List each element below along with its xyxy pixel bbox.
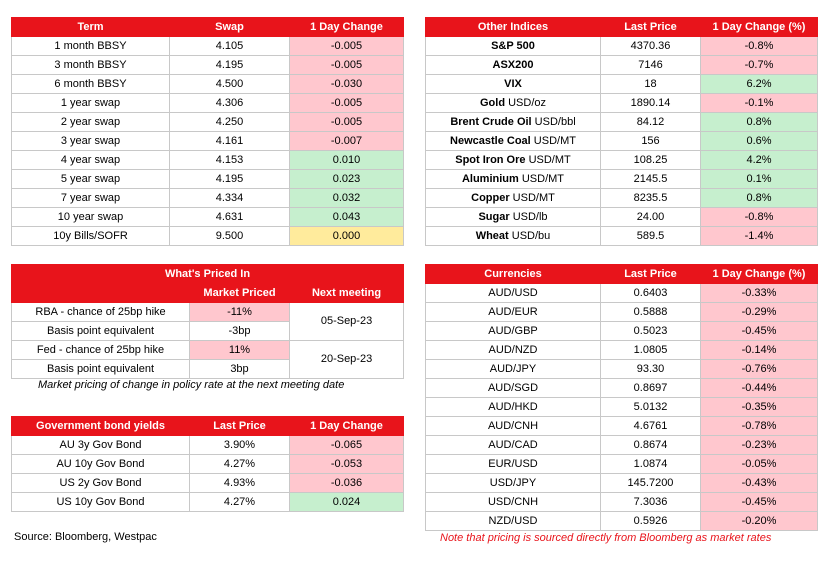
swap-change: 0.000 [290, 227, 404, 246]
currency-value: 0.5023 [601, 322, 701, 341]
indices-row [426, 75, 818, 94]
indices-change: 0.1% [701, 170, 818, 189]
bond-name: US 2y Gov Bond [12, 474, 190, 493]
currency-name: AUD/CNH [426, 417, 601, 436]
swap-value: 4.195 [170, 56, 290, 75]
swap-name: 1 month BBSY [12, 37, 170, 56]
indices-row [426, 56, 818, 75]
swap-header-term: Term [12, 18, 170, 37]
indices-row [426, 94, 818, 113]
indices-header-price: Last Price [601, 18, 701, 37]
swap-change: 0.043 [290, 208, 404, 227]
priced-row [12, 303, 404, 322]
indices-name-bold: Spot Iron Ore [455, 153, 526, 166]
currency-name: AUD/EUR [426, 303, 601, 322]
currency-table-header [426, 265, 818, 284]
indices-change: -0.8% [701, 37, 818, 56]
swap-row [12, 56, 404, 75]
currency-value: 0.5888 [601, 303, 701, 322]
indices-price: 24.00 [601, 208, 701, 227]
indices-table-header [426, 18, 818, 37]
swap-table [11, 17, 404, 246]
currency-change: -0.14% [701, 341, 818, 360]
swap-row [12, 94, 404, 113]
priced-row [12, 341, 404, 360]
currency-row [426, 284, 818, 303]
indices-row [426, 227, 818, 246]
swap-header-change: 1 Day Change [290, 18, 404, 37]
currency-change: -0.45% [701, 493, 818, 512]
indices-header-name: Other Indices [426, 18, 601, 37]
currency-row [426, 455, 818, 474]
currency-name: AUD/USD [426, 284, 601, 303]
indices-name-bold: VIX [504, 77, 522, 90]
swap-change: -0.030 [290, 75, 404, 94]
indices-price: 84.12 [601, 113, 701, 132]
bond-header-name: Government bond yields [12, 417, 190, 436]
currency-name: AUD/JPY [426, 360, 601, 379]
indices-price: 7146 [601, 56, 701, 75]
currency-change: -0.35% [701, 398, 818, 417]
bond-name: AU 10y Gov Bond [12, 455, 190, 474]
currency-change: -0.44% [701, 379, 818, 398]
currency-change: -0.33% [701, 284, 818, 303]
indices-row [426, 132, 818, 151]
swap-name: 5 year swap [12, 170, 170, 189]
swap-row [12, 189, 404, 208]
currency-change: -0.29% [701, 303, 818, 322]
indices-row [426, 208, 818, 227]
indices-name-bold: Gold [479, 96, 506, 109]
currency-value: 93.30 [601, 360, 701, 379]
currency-name: AUD/NZD [426, 341, 601, 360]
currency-value: 4.6761 [601, 417, 701, 436]
currency-name: USD/CNH [426, 493, 601, 512]
bond-row [12, 493, 404, 512]
swap-name: 1 year swap [12, 94, 170, 113]
indices-name-unit: USD/MT [509, 191, 555, 204]
indices-price: 156 [601, 132, 701, 151]
currency-value: 1.0874 [601, 455, 701, 474]
priced-label: Fed - chance of 25bp hike [12, 341, 190, 360]
currency-change: -0.78% [701, 417, 818, 436]
currency-value: 7.3036 [601, 493, 701, 512]
currency-row [426, 474, 818, 493]
indices-price: 18 [601, 75, 701, 94]
indices-name-unit: USD/bu [508, 229, 551, 242]
indices-name-unit: USD/oz [505, 96, 547, 109]
currency-change: -0.45% [701, 322, 818, 341]
swap-value: 4.105 [170, 37, 290, 56]
indices-name-unit: USD/MT [525, 153, 571, 166]
indices-price: 8235.5 [601, 189, 701, 208]
indices-name-unit: USD/lb [509, 210, 548, 223]
pricing-note: Note that pricing is sourced directly from Bloomberg as market rates [440, 532, 772, 544]
indices-table-body [426, 37, 818, 246]
priced-meeting-rba: 05-Sep-23 [290, 303, 404, 341]
indices-table [425, 17, 818, 246]
indices-name [426, 75, 601, 94]
currency-row [426, 398, 818, 417]
bond-value: 4.27% [190, 493, 290, 512]
swap-row [12, 208, 404, 227]
indices-change: -0.1% [701, 94, 818, 113]
indices-price: 589.5 [601, 227, 701, 246]
swap-change: -0.005 [290, 113, 404, 132]
currency-change: -0.20% [701, 512, 818, 531]
swap-change: -0.005 [290, 37, 404, 56]
currency-change: -0.23% [701, 436, 818, 455]
swap-change: -0.005 [290, 56, 404, 75]
priced-header-row [12, 284, 404, 303]
currency-header-price: Last Price [601, 265, 701, 284]
indices-row [426, 189, 818, 208]
priced-header-market: Market Priced [190, 284, 290, 303]
indices-name-bold: Copper [471, 191, 510, 204]
currency-name: USD/JPY [426, 474, 601, 493]
bond-value: 4.27% [190, 455, 290, 474]
currency-name: AUD/GBP [426, 322, 601, 341]
swap-row [12, 151, 404, 170]
priced-label: Basis point equivalent [12, 322, 190, 341]
indices-name-bold: Aluminium [461, 172, 519, 185]
swap-name: 7 year swap [12, 189, 170, 208]
source-footnote: Source: Bloomberg, Westpac [14, 531, 157, 543]
bond-change: -0.036 [290, 474, 404, 493]
priced-label: Basis point equivalent [12, 360, 190, 379]
indices-name-bold: ASX200 [492, 58, 534, 71]
indices-row [426, 151, 818, 170]
swap-value: 4.250 [170, 113, 290, 132]
bond-name: US 10y Gov Bond [12, 493, 190, 512]
currency-value: 145.7200 [601, 474, 701, 493]
swap-name: 10y Bills/SOFR [12, 227, 170, 246]
priced-label: RBA - chance of 25bp hike [12, 303, 190, 322]
indices-row [426, 37, 818, 56]
priced-meeting-fed: 20-Sep-23 [290, 341, 404, 379]
priced-table [11, 264, 404, 379]
priced-note: Market pricing of change in policy rate at the next meeting date [38, 379, 345, 391]
currency-row [426, 379, 818, 398]
currency-row [426, 493, 818, 512]
swap-value: 4.195 [170, 170, 290, 189]
swap-value: 4.631 [170, 208, 290, 227]
swap-value: 4.500 [170, 75, 290, 94]
indices-row [426, 113, 818, 132]
priced-header-blank [12, 284, 190, 303]
currency-value: 0.8697 [601, 379, 701, 398]
indices-name [426, 151, 601, 170]
bond-value: 3.90% [190, 436, 290, 455]
swap-row [12, 113, 404, 132]
swap-header-swap: Swap [170, 18, 290, 37]
swap-table-header [12, 18, 404, 37]
bond-name: AU 3y Gov Bond [12, 436, 190, 455]
priced-header-meeting: Next meeting [290, 284, 404, 303]
swap-value: 4.153 [170, 151, 290, 170]
currency-change: -0.05% [701, 455, 818, 474]
indices-change: 4.2% [701, 151, 818, 170]
swap-change: 0.023 [290, 170, 404, 189]
priced-value: -3bp [190, 322, 290, 341]
swap-name: 3 month BBSY [12, 56, 170, 75]
indices-name [426, 113, 601, 132]
bond-change: 0.024 [290, 493, 404, 512]
swap-value: 9.500 [170, 227, 290, 246]
currency-table [425, 264, 818, 531]
indices-name [426, 208, 601, 227]
currency-value: 0.8674 [601, 436, 701, 455]
bond-header-change: 1 Day Change [290, 417, 404, 436]
bond-row [12, 455, 404, 474]
indices-name [426, 189, 601, 208]
indices-name-bold: Wheat [475, 229, 509, 242]
indices-name-bold: Brent Crude Oil [450, 115, 532, 128]
currency-row [426, 360, 818, 379]
bond-row [12, 474, 404, 493]
currency-header-change: 1 Day Change (%) [701, 265, 818, 284]
currency-name: AUD/SGD [426, 379, 601, 398]
currency-row [426, 436, 818, 455]
indices-change: 0.6% [701, 132, 818, 151]
indices-price: 1890.14 [601, 94, 701, 113]
indices-name-bold: Newcastle Coal [450, 134, 531, 147]
indices-price: 108.25 [601, 151, 701, 170]
indices-header-change: 1 Day Change (%) [701, 18, 818, 37]
swap-value: 4.161 [170, 132, 290, 151]
swap-row [12, 132, 404, 151]
bond-change: -0.065 [290, 436, 404, 455]
currency-value: 0.6403 [601, 284, 701, 303]
swap-name: 2 year swap [12, 113, 170, 132]
priced-title-row [12, 265, 404, 284]
currency-value: 0.5926 [601, 512, 701, 531]
indices-change: 6.2% [701, 75, 818, 94]
swap-name: 4 year swap [12, 151, 170, 170]
priced-title: What's Priced In [12, 265, 404, 284]
swap-row [12, 170, 404, 189]
currency-change: -0.76% [701, 360, 818, 379]
currency-value: 5.0132 [601, 398, 701, 417]
indices-name [426, 94, 601, 113]
priced-value: 3bp [190, 360, 290, 379]
swap-name: 6 month BBSY [12, 75, 170, 94]
indices-name [426, 56, 601, 75]
currency-header-name: Currencies [426, 265, 601, 284]
swap-change: -0.005 [290, 94, 404, 113]
bond-change: -0.053 [290, 455, 404, 474]
currency-name: AUD/HKD [426, 398, 601, 417]
swap-change: 0.010 [290, 151, 404, 170]
bond-table-header [12, 417, 404, 436]
bond-table-body [12, 436, 404, 512]
priced-value: -11% [190, 303, 290, 322]
currency-row [426, 512, 818, 531]
indices-change: 0.8% [701, 113, 818, 132]
currency-value: 1.0805 [601, 341, 701, 360]
indices-name-unit: USD/MT [518, 172, 565, 185]
currency-name: NZD/USD [426, 512, 601, 531]
priced-value: 11% [190, 341, 290, 360]
indices-name-bold: S&P 500 [491, 39, 535, 52]
currency-row [426, 303, 818, 322]
currency-name: EUR/USD [426, 455, 601, 474]
currency-name: AUD/CAD [426, 436, 601, 455]
swap-change: 0.032 [290, 189, 404, 208]
bond-row [12, 436, 404, 455]
swap-table-body [12, 37, 404, 246]
indices-change: -0.7% [701, 56, 818, 75]
indices-name [426, 227, 601, 246]
indices-price: 2145.5 [601, 170, 701, 189]
swap-change: -0.007 [290, 132, 404, 151]
swap-name: 10 year swap [12, 208, 170, 227]
indices-name [426, 37, 601, 56]
currency-change: -0.43% [701, 474, 818, 493]
currency-row [426, 322, 818, 341]
indices-name [426, 132, 601, 151]
swap-value: 4.334 [170, 189, 290, 208]
indices-price: 4370.36 [601, 37, 701, 56]
indices-change: 0.8% [701, 189, 818, 208]
indices-change: -0.8% [701, 208, 818, 227]
indices-row [426, 170, 818, 189]
indices-name-unit: USD/MT [530, 134, 576, 147]
swap-row [12, 75, 404, 94]
swap-name: 3 year swap [12, 132, 170, 151]
currency-table-body [426, 284, 818, 531]
indices-name [426, 170, 601, 189]
indices-name-unit: USD/bbl [531, 115, 576, 128]
swap-row [12, 37, 404, 56]
bond-table [11, 416, 404, 512]
indices-name-bold: Sugar [478, 210, 510, 223]
bond-value: 4.93% [190, 474, 290, 493]
swap-value: 4.306 [170, 94, 290, 113]
currency-row [426, 417, 818, 436]
swap-row [12, 227, 404, 246]
currency-row [426, 341, 818, 360]
bond-header-price: Last Price [190, 417, 290, 436]
indices-change: -1.4% [701, 227, 818, 246]
